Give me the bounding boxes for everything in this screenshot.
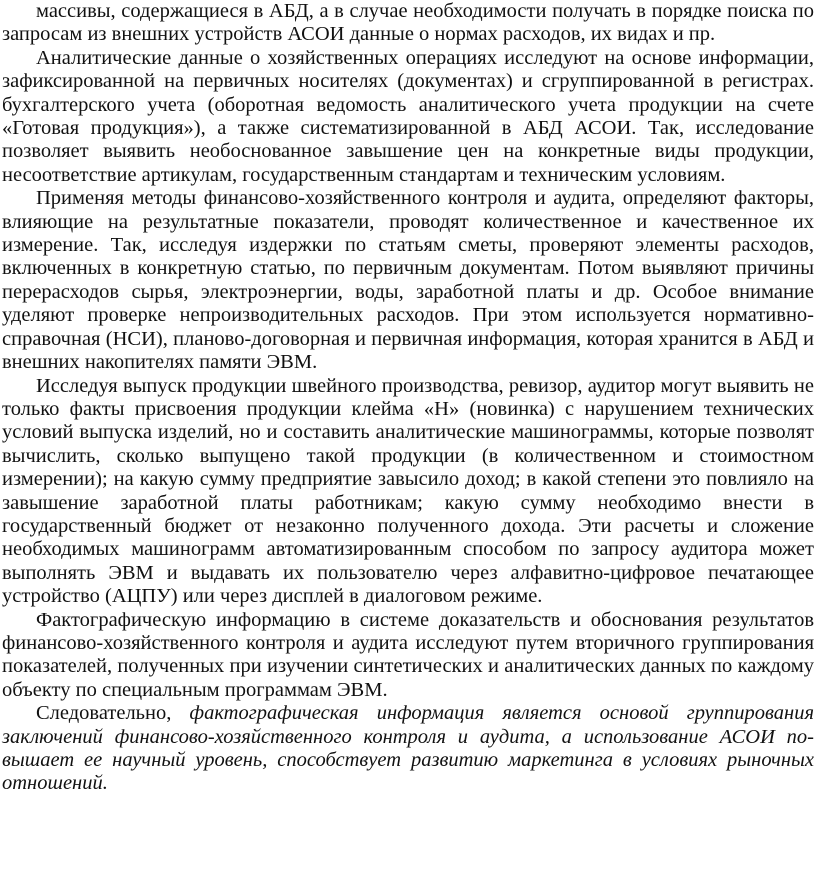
paragraph-6-lead: Следовательно, bbox=[36, 702, 190, 725]
paragraph-3: Применяя методы финансово-хозяйственного контроля и аудита, определяют факторы, влияющие на результатные показатели, проводят количественное и качественное их измерение. Так, исследуя издержки по статьям сметы, проверяют элементы расходов, включенных в конкретную статью, по первичным документам. Потом выявляют причины перерасходов сырья, электроэнергии, воды, заработной платы и др. Особое внимание уделяют проверке непроизводительных расходов. При этом используется нормативно-справочная (НСИ), планово-договорная и первичная информация, которая хранится в АБД и внешних накопителях памяти ЭВМ. bbox=[2, 187, 814, 374]
paragraph-6 bbox=[2, 702, 814, 796]
paragraph-2: Аналитические данные о хозяйственных операциях исследуют на основе информации, зафиксированной на первичных носителях (документах) и сгруппированной в регистрах. бухгалтерского учета (оборотная ведомость аналитического учета продукции на счете «Готовая продукция»), а также систематизированной в АБД АСОИ. Так, исследование позволяет выявить необоснованное завышение цен на конкретные виды продукции, несоответствие артикулам, государственным стандартам и техническим условиям. bbox=[2, 46, 814, 186]
paragraph-1: массивы, содержащиеся в АБД, а в случае необходимости получать в порядке поиска по запросам из внешних устройств АСОИ данные о нормах расходов, их видах и пр. bbox=[2, 0, 814, 46]
paragraph-6-emphasis: фактографическая информация является основой группирования заключений финансово-хозяйственного контроля и аудита, а использование АСОИ по-вышает ее научный уровень, способствует развитию маркетинга в условиях рыночных отношений. bbox=[2, 702, 814, 795]
paragraph-5: Фактографическую информацию в системе доказательств и обоснования результатов финансово-хозяйственного контроля и аудита исследуют путем вторичного группирования показателей, полученных при изучении синтетических и аналитических данных по каждому объекту по специальным программам ЭВМ. bbox=[2, 608, 814, 701]
paragraph-4: Исследуя выпуск продукции швейного производства, ревизор, аудитор могут выявить не только факты присвоения продукции клейма «Н» (новинка) с нарушением технических условий выпуска изделий, но и составить аналитические машинограммы, которые позволят вычислить, сколько выпущено такой продукции (в количественном и стоимостном измерении); на какую сумму предприятие завысило доход; в какой степени это повлияло на завышение заработной платы работникам; какую сумму необходимо внести в государственный бюджет от незаконно полученного дохода. Эти расчеты и сложение необходимых машинограмм автоматизированным способом по запросу аудитора может выполнять ЭВМ и выдавать их пользователю через алфавитно-цифровое печатающее устройство (АЦПУ) или через дисплей в диалоговом режиме. bbox=[2, 374, 814, 608]
